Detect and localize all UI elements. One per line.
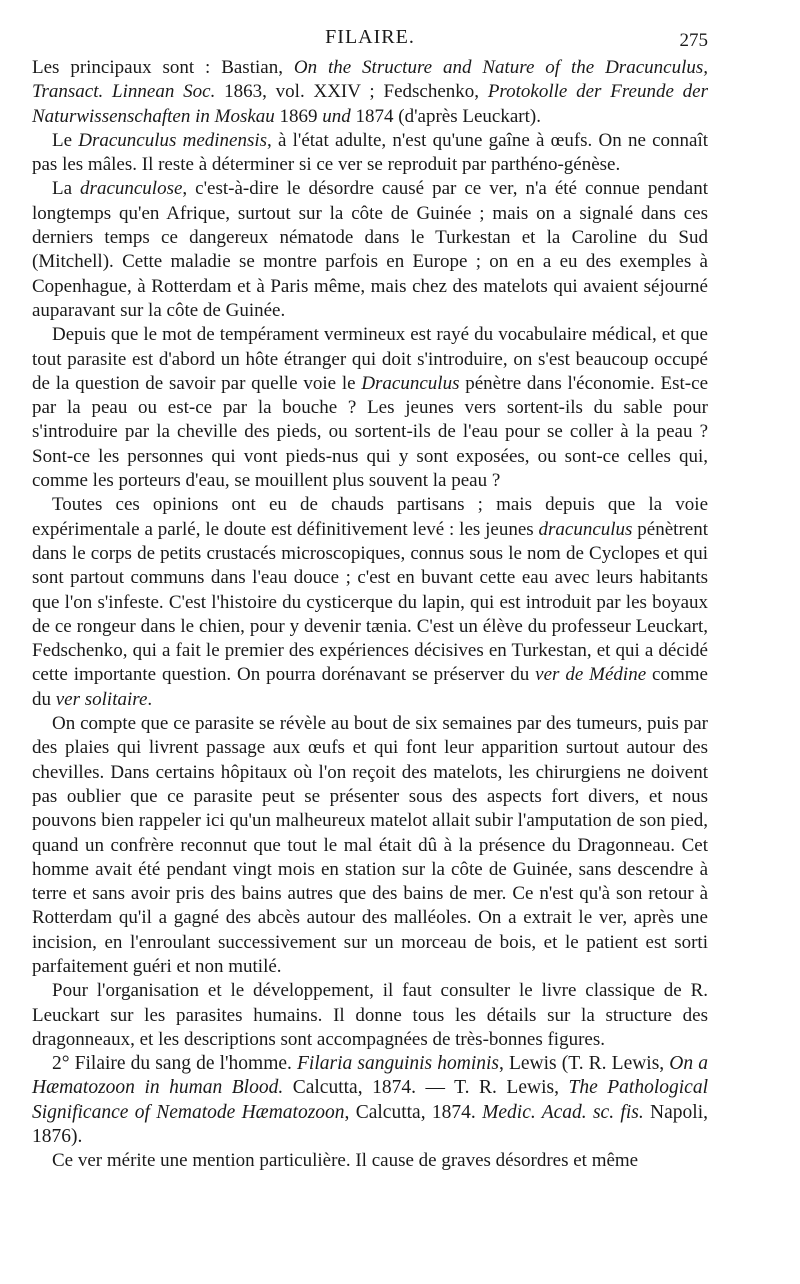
paragraph [32, 129, 708, 178]
text-run: 2° Filaire du sang de l'homme. [52, 1053, 298, 1075]
italic-run: Filaria sanguinis hominis [297, 1053, 499, 1075]
italic-run: On the Structure and Nature of the Dracunculus, Transact. Linnean Soc. [32, 57, 708, 103]
text-run: pénètre dans l'économie. Est-ce par la peau ou est-ce par la bouche ? Les jeunes vers sortent-ils du sable pour s'introduire par la cheville des pieds, ou sortent-ils de l'eau pour se coller à la peau ? Sont-ce les personnes qui vont pieds-nus qui y sont exposées, ou sont-ce celles qui, comme les porteurs d'eau, se mouillent plus souvent la peau ? [32, 372, 709, 492]
text-run: 1874 (d'après Leuckart). [350, 105, 541, 127]
text-run: Ce ver mérite une mention particulière. Il cause de graves désordres et même [52, 1150, 639, 1172]
book-page [32, 22, 708, 1174]
italic-run: Dracunculus medinensis [78, 129, 268, 151]
text-run: Depuis que le mot de tempérament vermineux est rayé du vocabulaire médical, et que tout parasite est d'abord un hôte étranger qui doit s'introduire, on s'est beaucoup occupé de la question de savoir par quelle voie le [32, 324, 708, 394]
paragraph [32, 56, 708, 129]
paragraph [32, 177, 708, 323]
text-run: 1863, vol. XXIV ; Fedschenko, [215, 81, 488, 103]
text-run: , à l'état adulte, n'est qu'une gaîne à œufs. On ne connaît pas les mâles. Il reste à déterminer si ce ver se reproduit par parthéno-génèse. [32, 129, 708, 176]
body-text [32, 56, 708, 1174]
italic-run: On a Hæmatozoon in human Blood. [32, 1053, 708, 1099]
text-run: Calcutta, 1874. — T. R. Lewis, [283, 1077, 569, 1099]
text-run: Le [52, 129, 79, 151]
text-run: Toutes ces opinions ont eu de chauds partisans ; mais depuis que la voie expérimentale a parlé, le doute est définitivement levé : les jeunes [32, 494, 708, 540]
italic-run: ver solitaire [55, 688, 148, 710]
italic-run: Medic. Acad. sc. fis. [482, 1101, 644, 1123]
text-run: , c'est-à-dire le désordre causé par ce ver, n'a été connue pendant longtemps qu'en Afrique, surtout sur la côte de Guinée ; mais on a signalé dans ces derniers temps ce dangereux nématode dans le Turkestan et la Caroline du Sud (Mitchell). Cette maladie se montre parfois en Europe ; on en a eu des exemples à Copenhague, à Rotterdam et à Paris même, mais chez des matelots qui avaient séjourné auparavant sur la côte de Guinée. [32, 178, 708, 321]
text-run: pénètrent dans le corps de petits crustacés microscopiques, connus sous le nom de Cyclopes et qui sont partout communs dans l'eau douce ; c'est en buvant cette eau avec leurs habitants que l'on s'infeste. C'est l'histoire du cysticerque du lapin, qui est introduit par les boyaux de ce rongeur dans le chien, pour y devenir tænia. C'est un élève du professeur Leuckart, Fedschenko, qui a fait le premier des expériences décisives en Turkestan, et qui a décidé cette importante question. On pourra dorénavant se préserver du [32, 518, 708, 686]
paragraph [32, 1052, 708, 1149]
paragraph [32, 323, 708, 493]
running-title: FILAIRE. [325, 26, 415, 48]
text-run: Pour l'organisation et le développement, il faut consulter le livre classique de R. Leuckart sur les parasites humains. Il donne tous les détails sur la structure des dragonneaux, et les descriptions sont accompagnées de très-bonnes figures. [32, 980, 708, 1050]
paragraph [32, 979, 708, 1052]
italic-run: dracunculus [538, 518, 633, 540]
text-run: Les principaux sont : Bastian, [32, 57, 294, 78]
paragraph [32, 1149, 708, 1173]
italic-run: Protokolle der Freunde der Naturwissenschaften in Moskau [32, 81, 709, 127]
running-head [32, 22, 708, 56]
paragraph [32, 712, 708, 979]
page-number: 275 [679, 30, 708, 51]
italic-run: Dracunculus [361, 372, 460, 394]
italic-run: und [322, 105, 351, 127]
italic-run: dracunculose [80, 178, 183, 200]
text-run: , Calcutta, 1874. [344, 1101, 483, 1123]
italic-run: ver de Médine [535, 664, 647, 686]
text-run: On compte que ce parasite se révèle au bout de six semaines par des tumeurs, puis par des plaies qui livrent passage aux œufs et qui font leur apparition surtout autour des chevilles. Dans certains hôpitaux où l'on reçoit des matelots, les chirurgiens ne doivent pas oublier que ce parasite peut se présenter sous des aspects fort divers, et nous pouvons bien rappeler ici qu'un malheureux matelot allait subir l'amputation de son pied, quand un confrère reconnut que tout le mal était dû à la présence du Dragonneau. Cet homme avait été pendant vingt mois en station sur la côte de Guinée, sans descendre à terre et sans avoir pris des bains autres que des bains de mer. Ce n'est qu'à son retour à Rotterdam qu'il a gagné des abcès autour des malléoles. On a extrait le ver, après une incision, en l'enroulant successivement sur un morceau de bois, et le patient est sorti parfaitement guéri et non mutilé. [32, 713, 708, 977]
text-run: . [147, 688, 153, 710]
paragraph [32, 493, 708, 712]
text-run: comme du [32, 664, 708, 710]
text-run: , Lewis (T. R. Lewis, [499, 1053, 670, 1075]
text-run: Napoli, 1876). [32, 1101, 708, 1148]
italic-run: The Pathological Significance of Nematode Hæmatozoon [32, 1077, 708, 1123]
text-run: La [52, 178, 81, 200]
text-run: 1869 [274, 105, 323, 127]
